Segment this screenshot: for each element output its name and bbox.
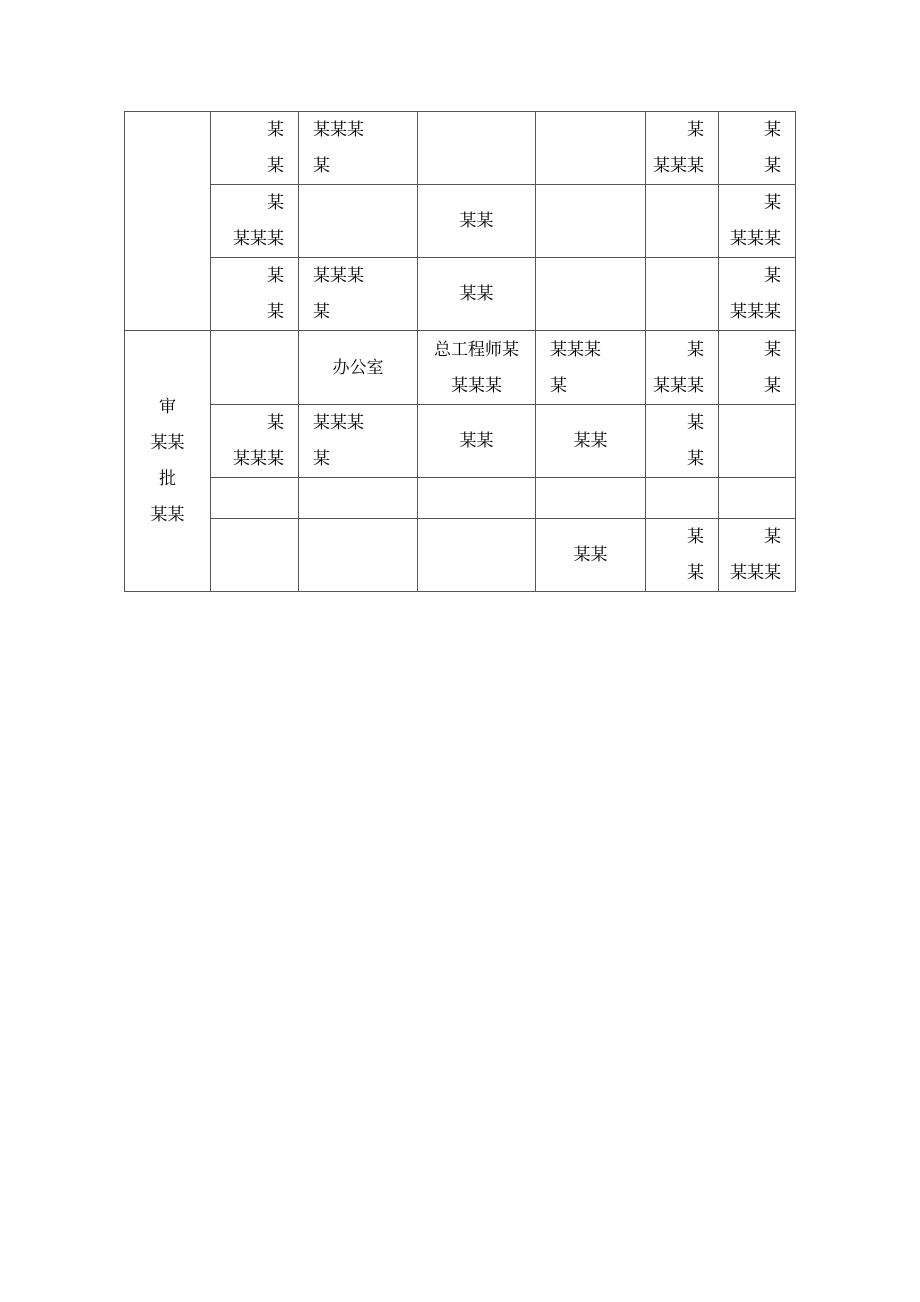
table-cell: 总工程师某 某某某: [434, 339, 519, 396]
table-cell: 某 某: [764, 120, 781, 176]
table-cell: 某某: [573, 545, 608, 565]
table-cell: 某 某某某: [730, 266, 781, 322]
table-cell: 某某某 某: [313, 266, 364, 322]
table-row: [125, 112, 796, 185]
table-cell: 某 某: [687, 413, 704, 469]
table-cell: 某 某某某: [653, 120, 704, 176]
table-cell: 某 某: [267, 266, 284, 322]
table-cell: 某 某某某: [730, 193, 781, 249]
table-cell: 某 某某某: [653, 339, 704, 396]
group2-label-cell: [125, 331, 211, 592]
approval-label: 审 某某 批 某某: [150, 397, 185, 525]
table-row: [125, 331, 796, 405]
table-cell: 某某某 某: [313, 120, 364, 176]
table-row: [125, 478, 796, 519]
table-row: [125, 405, 796, 478]
table-cell: 某某某 某: [313, 413, 364, 469]
table-cell: 某 某某某: [233, 413, 284, 469]
table-row: [125, 185, 796, 258]
approval-table: [124, 111, 796, 592]
table-row: [125, 519, 796, 592]
table-cell: 某 某某某: [233, 193, 284, 249]
table-cell: 某 某: [687, 527, 704, 583]
group1-label-cell: [125, 112, 211, 331]
table-cell: 某某某 某: [550, 339, 601, 396]
table-cell: 某 某: [267, 120, 284, 176]
table-row: [125, 258, 796, 331]
table-cell: 某某: [459, 284, 494, 304]
table-cell: 办公室: [332, 357, 384, 378]
table-cell: 某某: [573, 431, 608, 451]
table-cell: 某某: [459, 211, 494, 231]
table-cell: 某某: [459, 431, 494, 451]
table-cell: 某 某某某: [730, 527, 781, 583]
table-cell: 某 某: [764, 339, 781, 396]
